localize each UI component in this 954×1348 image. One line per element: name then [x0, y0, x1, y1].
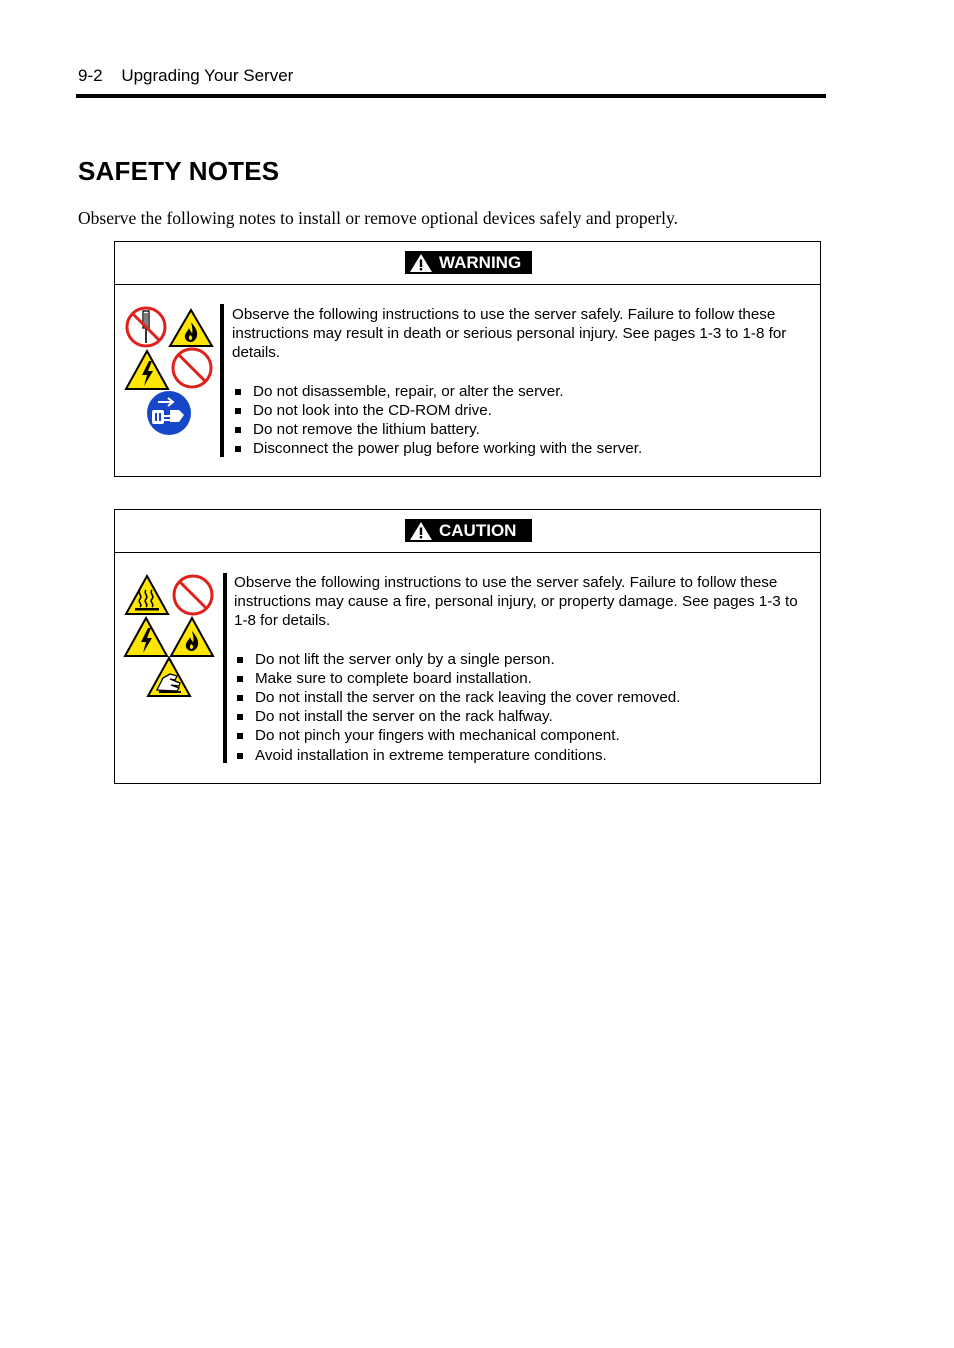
caution-badge	[405, 519, 532, 542]
list-item: Do not look into the CD-ROM drive.	[232, 401, 820, 420]
warning-box	[114, 241, 821, 477]
caution-list	[234, 650, 814, 765]
fire-hazard-icon	[169, 616, 215, 658]
warning-badge	[405, 251, 532, 274]
warning-triangle-icon	[409, 253, 433, 273]
fire-hazard-icon	[168, 308, 214, 348]
caution-side-bar-bottom	[223, 648, 227, 763]
prohibited-icon	[170, 346, 214, 390]
chapter-title: Upgrading Your Server	[121, 66, 294, 85]
caution-label: CAUTION	[439, 520, 517, 540]
list-item: Do not lift the server only by a single person.	[234, 650, 814, 669]
warning-body: Observe the following instructions to use the server safely. Failure to follow these instructions may result in death or serious personal injury. See pages 1-3 to 1-8 for details.	[232, 306, 787, 362]
list-item: Do not install the server on the rack leaving the cover removed.	[234, 688, 814, 707]
caution-side-bar-top	[223, 573, 227, 648]
section-title: SAFETY NOTES	[78, 156, 280, 186]
electric-shock-icon	[124, 349, 170, 391]
caution-triangle-icon	[409, 521, 433, 541]
list-item: Do not remove the lithium battery.	[232, 420, 820, 439]
warning-label: WARNING	[439, 252, 522, 272]
caution-content	[234, 573, 814, 765]
caution-box	[114, 509, 821, 784]
warning-content	[232, 305, 820, 458]
no-disassembly-icon	[124, 305, 168, 349]
list-item: Make sure to complete board installation.	[234, 669, 814, 688]
list-item: Disconnect the power plug before working with the server.	[232, 439, 820, 458]
warning-side-bar	[220, 304, 224, 457]
unplug-power-icon	[146, 390, 192, 436]
list-item: Do not disassemble, repair, or alter the server.	[232, 382, 820, 401]
caution-header	[115, 510, 820, 553]
section-intro: Observe the following notes to install or remove optional devices safely and properly.	[78, 208, 679, 228]
prohibited-icon	[171, 573, 215, 617]
page-number: 9-2	[78, 66, 103, 85]
caution-body: Observe the following instructions to use the server safely. Failure to follow these instructions may cause a fire, personal injury, or property damage. See pages 1-3 to 1-8 for details.	[234, 574, 798, 630]
list-item: Avoid installation in extreme temperature conditions.	[234, 746, 814, 765]
list-item: Do not pinch your fingers with mechanical component.	[234, 726, 814, 745]
warning-header	[115, 242, 820, 285]
warning-list	[232, 382, 820, 459]
electric-shock-icon	[123, 616, 169, 658]
header-rule	[76, 94, 826, 98]
list-item: Do not install the server on the rack halfway.	[234, 707, 814, 726]
pinch-hazard-icon	[146, 656, 192, 698]
hot-surface-icon	[124, 574, 170, 616]
running-header	[78, 66, 293, 86]
